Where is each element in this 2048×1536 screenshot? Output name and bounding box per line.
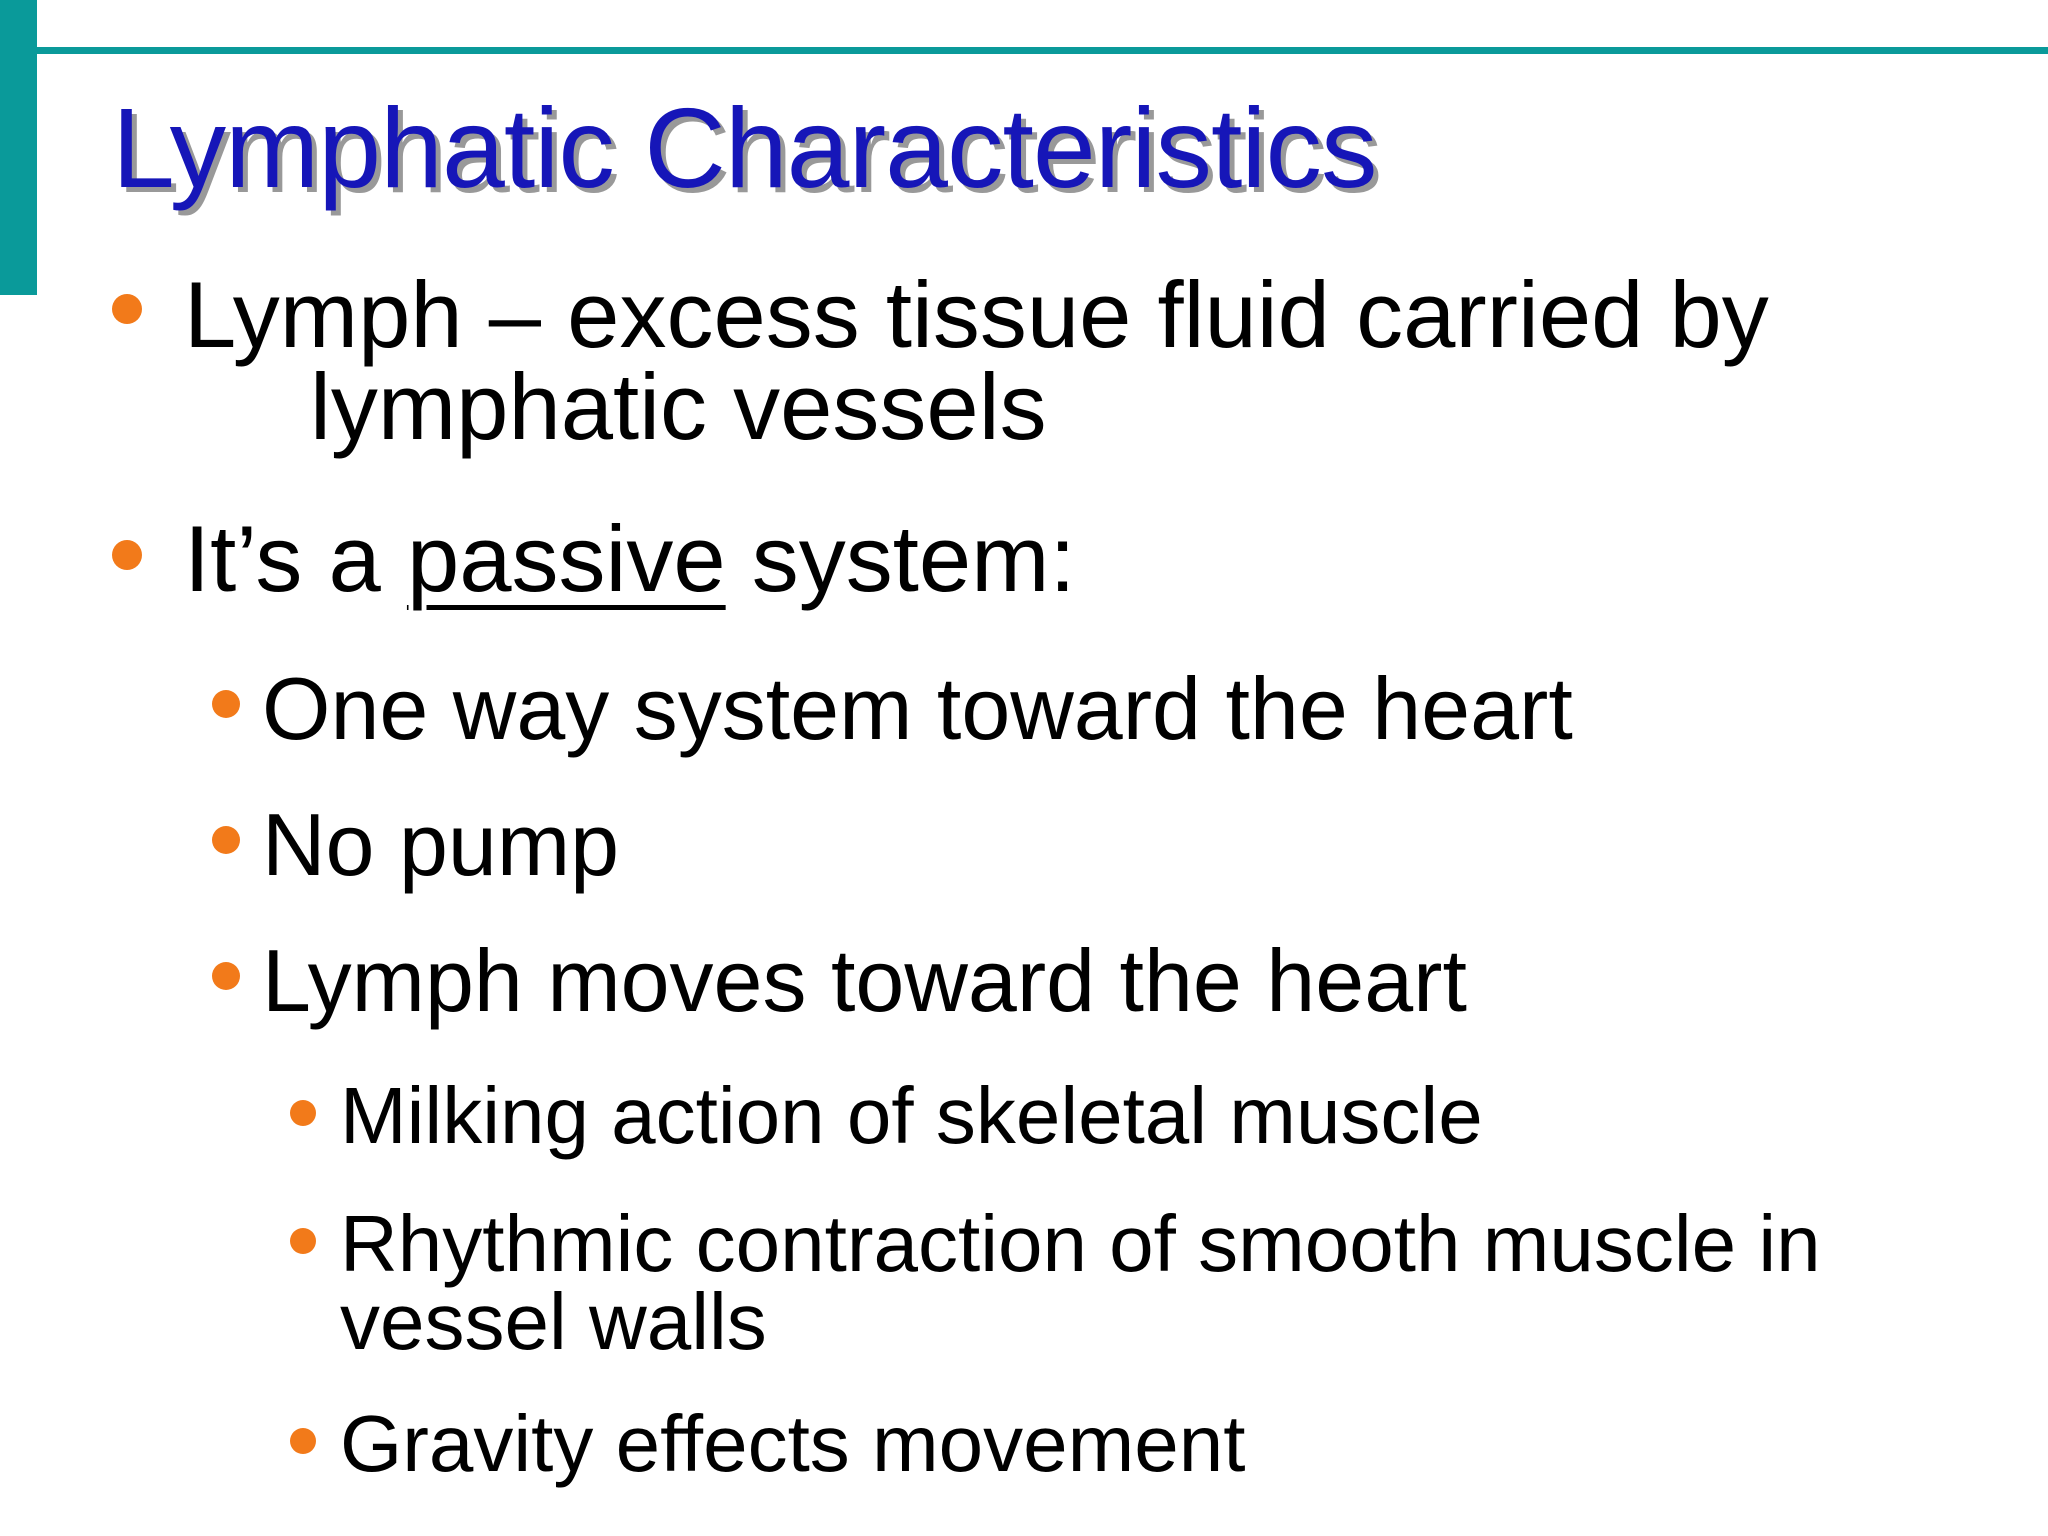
sub-sub-bullet-gravity: Gravity effects movement xyxy=(340,1399,1246,1488)
passive-underlined: passive xyxy=(406,506,726,611)
passive-pre: It’s a xyxy=(184,506,407,611)
bullet-icon xyxy=(212,826,240,854)
accent-horizontal-line xyxy=(37,47,2048,54)
bullet-icon xyxy=(112,294,142,324)
sub-bullet-one-way: One way system toward the heart xyxy=(262,659,1573,758)
bullet-icon xyxy=(290,1428,316,1454)
bullet-icon xyxy=(290,1228,316,1254)
accent-vertical-bar xyxy=(0,0,37,295)
sub-sub-bullet-milking: Milking action of skeletal muscle xyxy=(340,1071,1483,1160)
slide-title: Lymphatic Characteristics xyxy=(112,85,1377,211)
passive-post: system: xyxy=(725,506,1076,611)
bullet-icon xyxy=(212,962,240,990)
bullet-passive-system xyxy=(184,506,1076,611)
sub-sub-bullet-rhythmic-line2: vessel walls xyxy=(340,1277,767,1366)
sub-sub-bullet-rhythmic-line1: Rhythmic contraction of smooth muscle in xyxy=(340,1199,1821,1288)
sub-bullet-lymph-moves: Lymph moves toward the heart xyxy=(262,931,1467,1030)
bullet-icon xyxy=(112,540,142,570)
bullet-lymph-line2: lymphatic vessels xyxy=(310,354,1047,459)
bullet-lymph-line1: Lymph – excess tissue fluid carried by xyxy=(184,262,1769,367)
bullet-icon xyxy=(290,1100,316,1126)
bullet-icon xyxy=(212,690,240,718)
sub-bullet-no-pump: No pump xyxy=(262,795,620,894)
